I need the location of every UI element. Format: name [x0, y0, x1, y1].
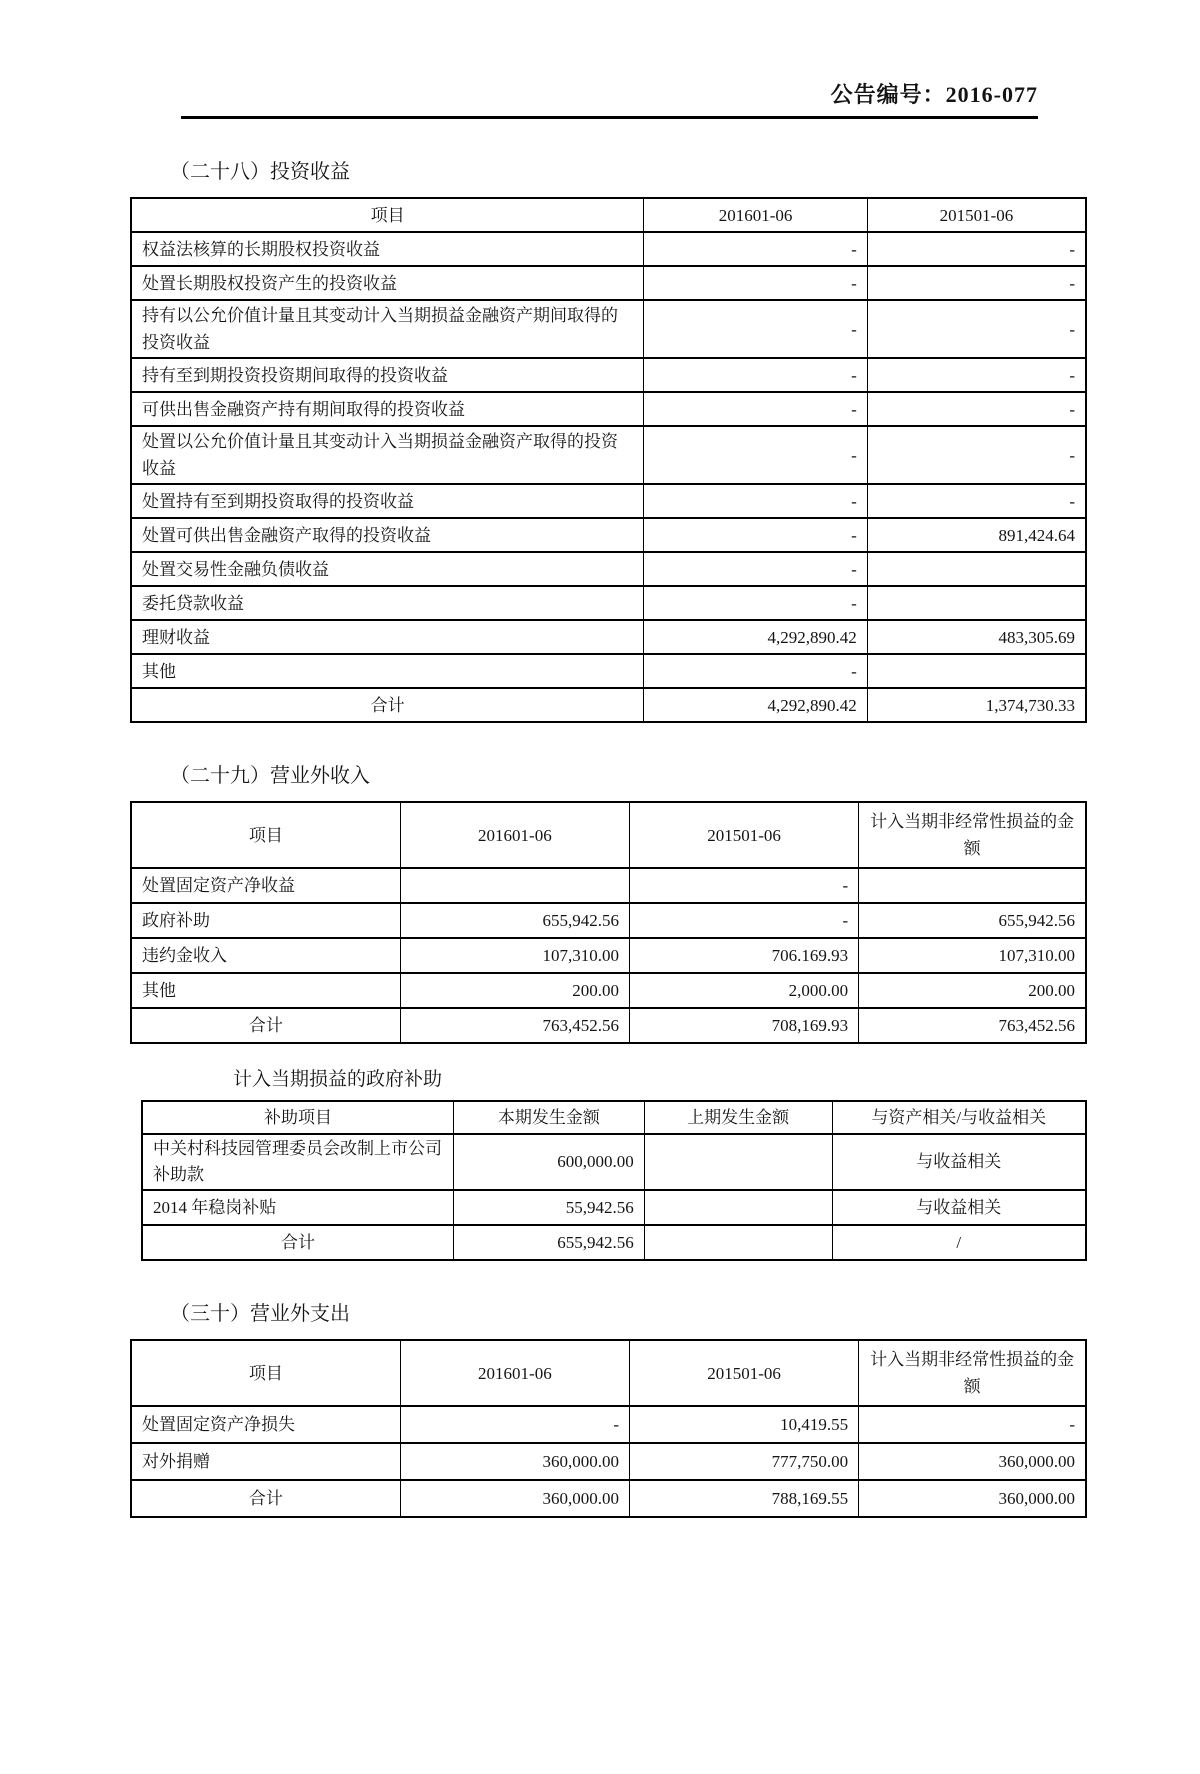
table-row — [131, 973, 1086, 1008]
page-header-notice-number: 公告编号：2016-077 — [830, 82, 1038, 107]
table-cell: 200.00 — [400, 973, 629, 1008]
column-header: 201501-06 — [867, 198, 1086, 232]
table-cell — [400, 868, 629, 903]
investment-income-table — [130, 197, 1087, 723]
table-row — [131, 620, 1086, 654]
table-cell: 708,169.93 — [629, 1008, 858, 1043]
total-row — [131, 1008, 1086, 1043]
table-cell: 655,942.56 — [400, 903, 629, 938]
table-cell: - — [867, 232, 1086, 266]
table-cell: 处置固定资产净损失 — [131, 1406, 400, 1443]
table-cell: - — [629, 868, 858, 903]
non-operating-expense-table — [130, 1339, 1087, 1518]
table-cell: 中关村科技园管理委员会改制上市公司补助款 — [142, 1134, 454, 1190]
table-cell: 处置长期股权投资产生的投资收益 — [131, 266, 644, 300]
table-row — [131, 300, 1086, 358]
table-cell: - — [644, 552, 867, 586]
table-row — [131, 358, 1086, 392]
table-cell: 2,000.00 — [629, 973, 858, 1008]
section-title-non-operating-income: （二十九）营业外收入 — [170, 765, 370, 787]
table-cell: 处置以公允价值计量且其变动计入当期损益金融资产取得的投资收益 — [131, 426, 644, 484]
table-row — [142, 1190, 1086, 1225]
table-cell — [867, 586, 1086, 620]
non-operating-income-table — [130, 801, 1087, 1044]
table-cell: 处置固定资产净收益 — [131, 868, 400, 903]
table-cell: 360,000.00 — [400, 1480, 629, 1517]
table-cell: 持有以公允价值计量且其变动计入当期损益金融资产期间取得的投资收益 — [131, 300, 644, 358]
table-cell: - — [644, 654, 867, 688]
column-header: 上期发生金额 — [644, 1101, 832, 1134]
table-cell: / — [832, 1225, 1086, 1260]
table-cell: 200.00 — [859, 973, 1086, 1008]
header-row — [131, 802, 1086, 868]
table-cell: - — [644, 232, 867, 266]
table-cell: 理财收益 — [131, 620, 644, 654]
table-cell: 655,942.56 — [454, 1225, 645, 1260]
total-row — [131, 1480, 1086, 1517]
table-cell: 对外捐赠 — [131, 1443, 400, 1480]
gov-subsidy-table — [141, 1100, 1087, 1261]
table-cell: - — [629, 903, 858, 938]
table-cell: 891,424.64 — [867, 518, 1086, 552]
column-header: 与资产相关/与收益相关 — [832, 1101, 1086, 1134]
table-cell: 777,750.00 — [629, 1443, 858, 1480]
table-cell — [867, 552, 1086, 586]
table-cell: 4,292,890.42 — [644, 688, 867, 722]
table-row — [131, 232, 1086, 266]
table-cell: - — [867, 266, 1086, 300]
table-cell: 4,292,890.42 — [644, 620, 867, 654]
table-cell: 权益法核算的长期股权投资收益 — [131, 232, 644, 266]
table-cell: 655,942.56 — [859, 903, 1086, 938]
table-cell: - — [867, 426, 1086, 484]
table-row — [131, 1443, 1086, 1480]
table-cell: - — [644, 392, 867, 426]
header-row — [131, 198, 1086, 232]
table-cell: 处置交易性金融负债收益 — [131, 552, 644, 586]
table-cell: 合计 — [131, 1480, 400, 1517]
table-cell: - — [644, 300, 867, 358]
column-header: 201501-06 — [629, 1340, 858, 1406]
column-header: 计入当期非经常性损益的金额 — [859, 802, 1086, 868]
column-header: 计入当期非经常性损益的金额 — [859, 1340, 1086, 1406]
column-header: 补助项目 — [142, 1101, 454, 1134]
table-cell: - — [867, 300, 1086, 358]
table-cell: 107,310.00 — [859, 938, 1086, 973]
table-cell: 763,452.56 — [859, 1008, 1086, 1043]
table-cell: 600,000.00 — [454, 1134, 645, 1190]
table-cell: 合计 — [131, 1008, 400, 1043]
table-cell: 763,452.56 — [400, 1008, 629, 1043]
table-cell — [867, 654, 1086, 688]
table-cell — [644, 1225, 832, 1260]
table-cell: 合计 — [131, 688, 644, 722]
column-header: 项目 — [131, 802, 400, 868]
table-cell: 360,000.00 — [400, 1443, 629, 1480]
table-cell: 其他 — [131, 973, 400, 1008]
table-cell: 违约金收入 — [131, 938, 400, 973]
table-cell: 107,310.00 — [400, 938, 629, 973]
table-cell: 其他 — [131, 654, 644, 688]
section-title-investment-income: （二十八）投资收益 — [170, 161, 350, 183]
table-cell: 可供出售金融资产持有期间取得的投资收益 — [131, 392, 644, 426]
table-row — [131, 426, 1086, 484]
column-header: 201601-06 — [400, 1340, 629, 1406]
column-header: 201601-06 — [644, 198, 867, 232]
table-cell: 360,000.00 — [859, 1443, 1086, 1480]
table-cell: 483,305.69 — [867, 620, 1086, 654]
table-cell: - — [867, 484, 1086, 518]
table-cell: 政府补助 — [131, 903, 400, 938]
table-cell: 55,942.56 — [454, 1190, 645, 1225]
table-cell: 2014 年稳岗补贴 — [142, 1190, 454, 1225]
table-cell — [859, 868, 1086, 903]
table-cell: 10,419.55 — [629, 1406, 858, 1443]
table-cell: 处置持有至到期投资取得的投资收益 — [131, 484, 644, 518]
table-row — [131, 586, 1086, 620]
section-title-non-operating-expense: （三十）营业外支出 — [170, 1303, 350, 1325]
table-row — [131, 392, 1086, 426]
table-row — [131, 266, 1086, 300]
table-cell: - — [867, 392, 1086, 426]
table-cell: 360,000.00 — [859, 1480, 1086, 1517]
table-cell: - — [644, 266, 867, 300]
table-cell — [644, 1190, 832, 1225]
table-cell: 委托贷款收益 — [131, 586, 644, 620]
subtitle-gov-subsidy: 计入当期损益的政府补助 — [233, 1069, 443, 1090]
table-cell: 1,374,730.33 — [867, 688, 1086, 722]
table-cell: - — [644, 518, 867, 552]
table-row — [131, 1406, 1086, 1443]
table-cell: 合计 — [142, 1225, 454, 1260]
column-header: 201501-06 — [629, 802, 858, 868]
table-cell: 处置可供出售金融资产取得的投资收益 — [131, 518, 644, 552]
table-cell: - — [644, 358, 867, 392]
header-row — [131, 1340, 1086, 1406]
table-cell: - — [644, 484, 867, 518]
table-row — [131, 938, 1086, 973]
table-cell: 与收益相关 — [832, 1134, 1086, 1190]
column-header: 本期发生金额 — [454, 1101, 645, 1134]
total-row — [142, 1225, 1086, 1260]
table-row — [131, 868, 1086, 903]
table-cell: - — [400, 1406, 629, 1443]
header-divider-rule — [181, 116, 1038, 119]
total-row — [131, 688, 1086, 722]
table-row — [131, 654, 1086, 688]
table-cell: 与收益相关 — [832, 1190, 1086, 1225]
table-cell: - — [644, 586, 867, 620]
table-cell: - — [859, 1406, 1086, 1443]
column-header: 201601-06 — [400, 802, 629, 868]
table-row — [142, 1134, 1086, 1190]
table-cell: - — [644, 426, 867, 484]
table-cell — [644, 1134, 832, 1190]
table-row — [131, 552, 1086, 586]
column-header: 项目 — [131, 198, 644, 232]
table-cell: 706.169.93 — [629, 938, 858, 973]
table-cell: 持有至到期投资投资期间取得的投资收益 — [131, 358, 644, 392]
column-header: 项目 — [131, 1340, 400, 1406]
table-row — [131, 903, 1086, 938]
header-row — [142, 1101, 1086, 1134]
table-row — [131, 484, 1086, 518]
table-row — [131, 518, 1086, 552]
table-cell: 788,169.55 — [629, 1480, 858, 1517]
table-cell: - — [867, 358, 1086, 392]
